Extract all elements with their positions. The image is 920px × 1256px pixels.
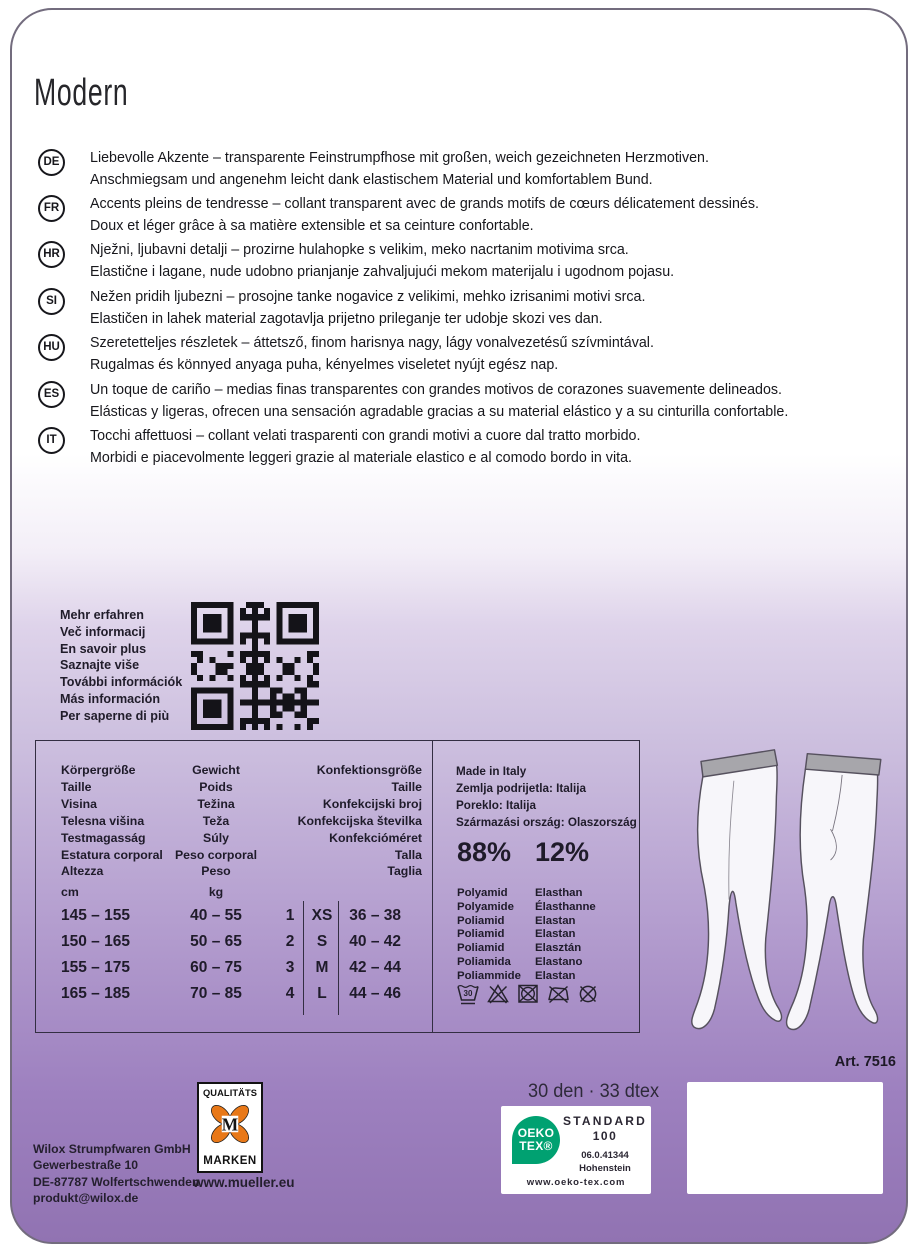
more-info-label: Več informacij [60, 624, 146, 639]
more-info-label: Saznajte više [60, 658, 140, 673]
label-blank-area [687, 1082, 883, 1194]
package-back-panel [10, 8, 908, 1244]
description-line: Elastične i lagane, nude udobno prianjanje zahvaljujući mekom materijalu i ugodnom pojasu. [90, 262, 675, 280]
description-line: Anschmiegsam und angenehm leicht dank elastischem Material und komfortablem Bund. [90, 170, 653, 188]
wash-30-gentle-icon [456, 982, 480, 1006]
denier-text: 30 den · 33 dtex [528, 1080, 660, 1102]
more-info-label: Mehr erfahren [60, 608, 144, 622]
do-not-bleach-icon [486, 982, 510, 1006]
description-line: Tocchi affettuosi – collant velati trasparenti con grandi motivi a cuore dal tratto morbido. [90, 427, 641, 444]
elastane-names: Elasthan Élasthanne Elastan Elastan Elasztán Elastano Elastan [535, 887, 596, 982]
oeko-cert-number: 06.0.41344 [581, 1150, 629, 1161]
description-line: Accents pleins de tendresse – collant transparent avec de grands motifs de cœurs délicatement dessinés. [90, 195, 759, 212]
qr-code [191, 602, 319, 730]
article-number: Art. 7516 [834, 1054, 896, 1070]
lang-badge-it: IT [38, 427, 65, 454]
marken-flower-icon [208, 1101, 252, 1147]
unit-cm: cm [61, 885, 79, 899]
description-line: Rugalmas és könnyed anyaga puha, kényelmes viseletet nyújt egész nap. [90, 355, 559, 373]
lang-badge-de: DE [38, 149, 65, 176]
size-column-divider [303, 901, 304, 1015]
description-line: Nežen pridih ljubezni – prosojne tanke nogavice z velikimi, mehko izrisanimi motivi srca. [90, 288, 646, 305]
product-line-title: Modern [34, 72, 129, 114]
table-main-divider [432, 741, 433, 1032]
company-address: Wilox Strumpfwaren GmbH Gewerbestraße 10 DE-87787 Wolfertschwenden produkt@wilox.de [33, 1142, 200, 1205]
elastane-percent: 12% [535, 837, 590, 867]
polyamide-percent: 88% [457, 837, 512, 867]
lang-badge-fr: FR [38, 195, 65, 222]
oeko-tex-standard-block: STANDARD 100 06.0.41344 Hohenstein [563, 1114, 648, 1174]
do-not-iron-icon [546, 982, 570, 1006]
website-url: www.mueller.eu [193, 1175, 295, 1190]
marken-text: MARKEN [203, 1155, 257, 1167]
description-line: Un toque de cariño – medias finas transparentes con grandes motivos de corazones suavemente delineados. [90, 381, 783, 398]
tights-illustration [672, 740, 904, 1040]
more-info-label: Más información [60, 691, 161, 706]
lang-badge-es: ES [38, 381, 65, 408]
more-info-labels [60, 607, 182, 725]
size-column-divider [338, 901, 339, 1015]
oeko-tex-label [501, 1106, 651, 1194]
description-line: Elásticas y ligeras, ofrecen una sensación agradable gracias a su material elástico y a su cinturilla confortable. [90, 402, 789, 420]
qualitaets-marken-logo [197, 1082, 263, 1173]
description-line: Doux et léger grâce à sa matière extensible et sa ceinture confortable. [90, 216, 534, 234]
oeko-tex-logo-text: OEKO TEX® [517, 1126, 555, 1153]
qualitaets-text: QUALITÄTS [202, 1088, 258, 1098]
more-info-label: Per saperne di più [60, 708, 170, 723]
description-line: Szeretetteljes részletek – áttetsző, finom harisnya nagy, lágy vonalvezetésű szívmintával. [90, 334, 654, 351]
more-info-label: En savoir plus [60, 641, 147, 656]
lang-badge-hu: HU [38, 334, 65, 361]
oeko-institute: Hohenstein [579, 1163, 631, 1174]
description-line: Elastičen in lahek material zagotavlja prijetno prileganje ter udobje skozi ves dan. [90, 309, 603, 327]
oeko-tex-url: www.oeko-tex.com [526, 1177, 626, 1188]
polyamide-names: Polyamid Polyamide Poliamid Poliamid Poliamid Poliamida Poliammide [457, 887, 521, 982]
description-line: Liebevolle Akzente – transparente Feinstrumpfhose mit großen, weich gezeichneten Herzmotiven. [90, 149, 709, 166]
unit-kg: kg [208, 885, 224, 899]
care-symbols [456, 982, 600, 1006]
size-table: Körpergröße Taille Visina Telesna višina Testmagasság Estatura corporal Altezza Gewicht Poids Težina Teža Súly Peso corporal Peso Konfektionsgröße Taille Konfekcijski broj Konfekcijska številka Konfekcióméret Talla Taglia cm kg 145 – 155 40 – 55 1 XS 36 – 38 150 – 165 50 – 65 2 S 40 – 42 155 – 175 60 – 75 3 M 42 – 44 165 – 185 70 – 85 4 L 44 – 46 Made in Italy Zemlja podrijetla: Italija Poreklo: Italija Származási ország: Olaszország 88% 12% Polyamid Polyamide Poliamid Poliamid Poliamid Poliamida Poliammide Elasthan Élasthanne Elastan Elastan Elasztán Elastano Elastan 30 [35, 740, 640, 1033]
size-table-header-weight: Gewicht Poids Težina Teža Súly Peso corporal Peso [174, 763, 257, 879]
origin-block: Made in Italy Zemlja podrijetla: Italija Poreklo: Italija Származási ország: Olaszország [456, 764, 637, 829]
size-table-header-size: Konfektionsgröße Taille Konfekcijski broj Konfekcijska številka Konfekcióméret Talla Taglia [297, 763, 422, 879]
svg-text:30: 30 [463, 989, 473, 998]
size-table-header-height: Körpergröße Taille Visina Telesna višina Testmagasság Estatura corporal Altezza [61, 763, 163, 879]
marken-m-letter: M [221, 1114, 239, 1135]
lang-badge-si: SI [38, 288, 65, 315]
description-line: Morbidi e piacevolmente leggeri grazie al materiale elastico e al comodo bordo in vita. [90, 448, 632, 466]
more-info-label: További információk [60, 675, 183, 690]
lang-badge-hr: HR [38, 241, 65, 268]
description-line: Nježni, ljubavni detalji – prozirne hulahopke s velikim, meko nacrtanim motivima srca. [90, 241, 629, 258]
do-not-tumble-dry-icon [516, 982, 540, 1006]
do-not-dry-clean-icon [576, 982, 600, 1006]
